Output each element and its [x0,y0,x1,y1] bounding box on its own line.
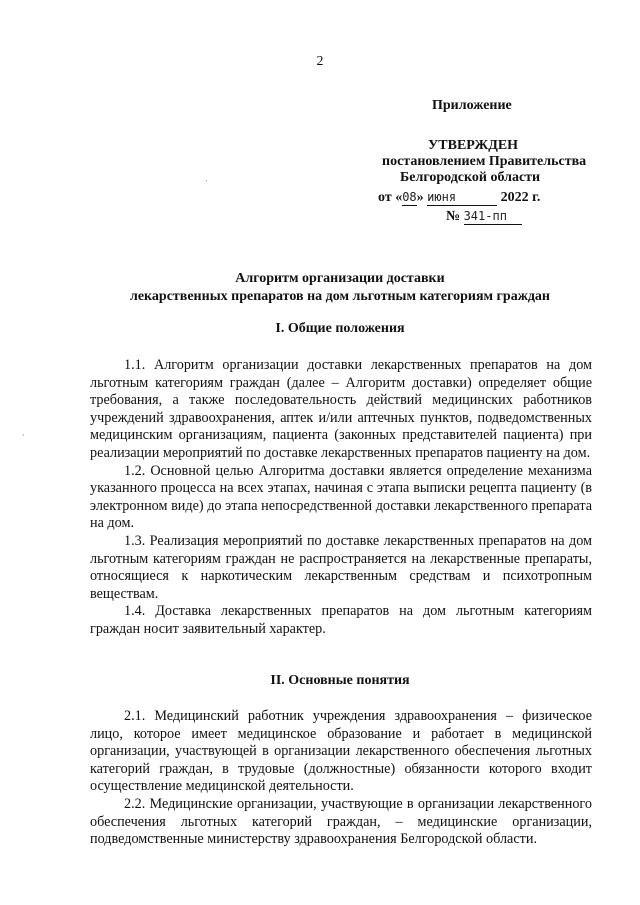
approved-by-line: постановлением Правительства [382,154,587,169]
section-body-concepts [90,708,592,849]
page-number: 2 [316,54,324,69]
paragraph-1-2: 1.2. Основной целью Алгоритма доставки является определение механизма указанного процесса на всех этапах, начиная с этапа выписки рецепта пациенту (в электронном виде) до этапа непосредственной доставки лекарственного препарата на дом. [90,462,592,532]
number-value: 341-пп [464,208,522,225]
approved-region-line: Белгородской области [400,170,541,185]
approval-date [378,189,540,206]
appendix-label: Приложение [432,98,512,113]
scan-speck: · [22,430,25,440]
approved-stamp-title: УТВЕРЖДЕН [428,138,519,153]
paragraph-1-3: 1.3. Реализация мероприятий по доставке лекарственных препаратов на дом льготным категориям граждан не распространяется на лекарственные препараты, относящиеся к наркотическим лекарственным средствам и психотропным веществам. [90,532,592,602]
date-mid: » [416,190,428,205]
date-prefix: от « [378,190,403,205]
paragraph-1-4: 1.4. Доставка лекарственных препаратов на дом льготным категориям граждан носит заявительный характер. [90,603,592,637]
document-title [90,270,590,306]
document-title-line2: лекарственных препаратов на дом льготным категориям граждан [129,289,550,304]
paragraph-1-1: 1.1. Алгоритм организации доставки лекарственных препаратов на дом льготным категориям граждан (далее – Алгоритм доставки) определяет общие требования, а также последовательность действий медицинских работников учреждений здравоохранения, аптек и/или аптечных пунктов, подведомственных медицинским организациям, пациента (законных представителей пациента) при реализации мероприятий по доставке лекарственных препаратов пациенту на дом. [90,357,592,461]
document-title-line1: Алгоритм организации доставки [235,271,445,286]
paragraph-2-2: 2.2. Медицинские организации, участвующие в организации лекарственного обеспечения льготных категорий граждан, – медицинские организации, подведомственные министерству здравоохранения Белгородской области. [90,795,592,848]
date-year: 2022 г. [500,190,541,205]
date-day: 08 [402,190,417,204]
paragraph-2-1: 2.1. Медицинский работник учреждения здравоохранения – физическое лицо, которое имеет медицинское образование и работает в медицинской организации, участвующей в организации лекарственного обеспечения льготных категорий граждан, в трудовые (должностные) обязанности которого входит осуществление медицинской деятельности. [90,708,592,795]
number-prefix: № [446,209,464,224]
section-body-general [90,357,592,639]
date-month: июня [427,189,497,206]
approval-number [446,208,522,225]
section-heading-general: I. Общие положения [275,321,405,336]
section-heading-concepts: II. Основные понятия [270,673,410,688]
scan-speck: · [205,176,208,186]
